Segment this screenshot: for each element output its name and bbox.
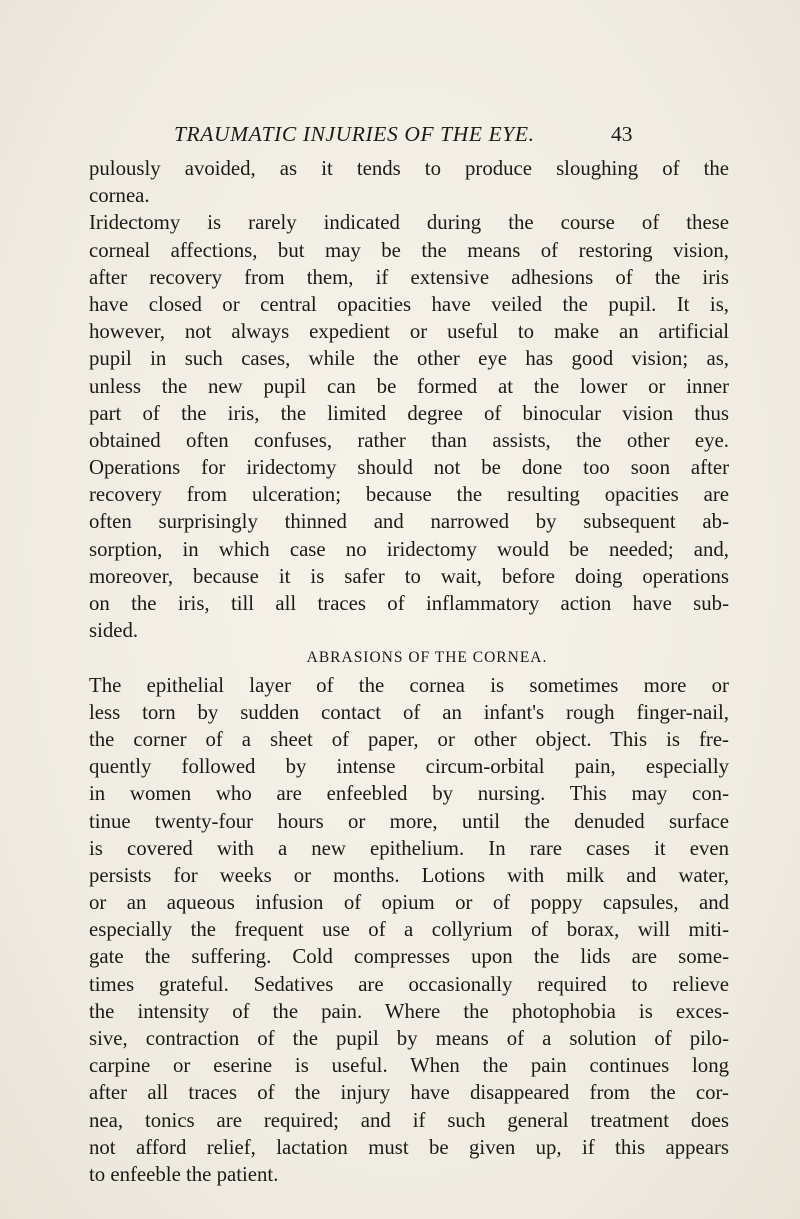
text-line: moreover, because it is safer to wait, before doing operations bbox=[89, 564, 729, 588]
text-line: or an aqueous infusion of opium or of poppy capsules, and bbox=[89, 891, 729, 915]
text-line: recovery from ulceration; because the resulting opacities are bbox=[89, 483, 729, 507]
text-line: often surprisingly thinned and narrowed by subsequent ab- bbox=[89, 510, 729, 534]
text-line: gate the suffering. Cold compresses upon the lids are some- bbox=[89, 945, 729, 969]
page-number: 43 bbox=[611, 122, 633, 146]
paragraph-start-line: Iridectomy is rarely indicated during the course of these bbox=[89, 211, 729, 235]
text-line: have closed or central opacities have veiled the pupil. It is, bbox=[89, 292, 729, 316]
text-line: pupil in such cases, while the other eye has good vision; as, bbox=[89, 347, 729, 371]
text-line: after recovery from them, if extensive adhesions of the iris bbox=[89, 265, 729, 289]
text-line: the intensity of the pain. Where the photophobia is exces- bbox=[89, 999, 729, 1023]
text-line: after all traces of the injury have disappeared from the cor- bbox=[89, 1081, 729, 1105]
paragraph-start-line: The epithelial layer of the cornea is sometimes more or bbox=[89, 673, 729, 697]
text-line: tinue twenty-four hours or more, until the denuded surface bbox=[89, 809, 729, 833]
text-line: in women who are enfeebled by nursing. This may con- bbox=[89, 782, 729, 806]
text-line: to enfeeble the patient. bbox=[89, 1162, 279, 1186]
text-line: less torn by sudden contact of an infant's rough finger-nail, bbox=[89, 700, 729, 724]
text-line: on the iris, till all traces of inflammatory action have sub- bbox=[89, 592, 729, 615]
text-line: sive, contraction of the pupil by means of a solution of pilo- bbox=[89, 1027, 729, 1050]
text-line: persists for weeks or months. Lotions with milk and water, bbox=[89, 863, 729, 887]
text-line: cornea. bbox=[89, 184, 150, 208]
text-line: quently followed by intense circum-orbital pain, especially bbox=[89, 755, 729, 779]
text-line: not afford relief, lactation must be given up, if this appears bbox=[89, 1135, 729, 1159]
body-text bbox=[89, 155, 729, 1188]
text-line: especially the frequent use of a collyrium of borax, will miti- bbox=[89, 918, 729, 942]
text-line: nea, tonics are required; and if such general treatment does bbox=[89, 1108, 729, 1132]
text-line: times grateful. Sedatives are occasionally required to relieve bbox=[89, 972, 729, 996]
text-line: obtained often confuses, rather than assists, the other eye. bbox=[89, 428, 729, 452]
text-line: carpine or eserine is useful. When the pain continues long bbox=[89, 1054, 729, 1078]
text-line: however, not always expedient or useful to make an artificial bbox=[89, 320, 729, 344]
text-line: the corner of a sheet of paper, or other object. This is fre- bbox=[89, 727, 729, 751]
text-line: pulously avoided, as it tends to produce sloughing of the bbox=[89, 157, 729, 180]
text-line: corneal affections, but may be the means of restoring vision, bbox=[89, 238, 729, 262]
text-line: is covered with a new epithelium. In rare cases it even bbox=[89, 836, 729, 860]
section-heading: ABRASIONS OF THE CORNEA. bbox=[306, 649, 548, 667]
text-line: Operations for iridectomy should not be done too soon after bbox=[89, 456, 729, 480]
text-line: sorption, in which case no iridectomy would be needed; and, bbox=[89, 537, 729, 561]
running-head-title: TRAUMATIC INJURIES OF THE EYE. bbox=[174, 122, 535, 146]
text-line: part of the iris, the limited degree of binocular vision thus bbox=[89, 401, 729, 425]
text-line: unless the new pupil can be formed at the lower or inner bbox=[89, 374, 729, 398]
text-line: sided. bbox=[89, 619, 139, 643]
